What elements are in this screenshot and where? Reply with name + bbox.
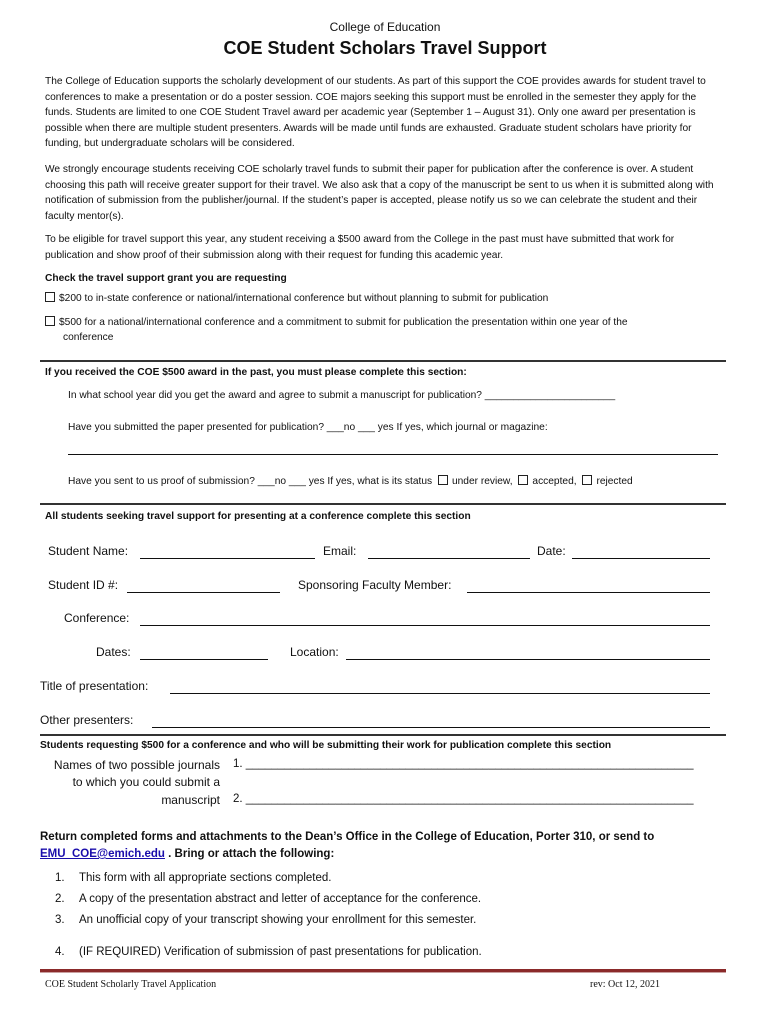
checkbox-icon[interactable] [45,316,55,326]
conference-field[interactable] [140,625,710,626]
checkbox-icon[interactable] [45,292,55,302]
section-divider [40,360,726,362]
student-id-field[interactable] [127,592,280,593]
footer-revision: rev: Oct 12, 2021 [590,979,660,990]
faculty-label: Sponsoring Faculty Member: [298,578,452,592]
footer-title: COE Student Scholarly Travel Application [45,979,217,990]
student-name-field[interactable] [140,558,315,559]
journal-answer-line[interactable] [68,454,718,455]
dates-label: Dates: [96,645,131,659]
other-presenters-field[interactable] [152,727,710,728]
intro-paragraph-1: The College of Education supports the scholarly development of our students. As part of this support the COE provides awards for student travel to conferences to make a presentation or do a poster session. COE majors seeking this support must be enrolled in the semester they apply for the funds. Students are limited to one COE Student Travel award per academic year (September 1 – August 31). Only one award per presentation is possible when there are multiple student presenters. Awards will be made until funds are exhausted. Graduate student scholars have priority for funding, but undergraduate scholars will be considered. [45,76,706,150]
proof-question-text: Have you sent to us proof of submission? ___no ___ yes If yes, what is its status [68,476,433,487]
student-name-label: Student Name: [48,544,129,558]
grant-option-500-label-cont: conference [63,332,114,343]
other-presenters-label: Other presenters: [40,713,134,727]
dean-email-link[interactable]: EMU_COE@emich.edu [40,848,165,860]
list-item: 4. (IF REQUIRED) Verification of submission of past presentations for publication. [55,946,482,958]
email-label: Email: [323,544,357,558]
status-accepted: accepted, [532,476,577,487]
journals-label-line1: Names of two possible journals [53,758,220,772]
presentation-title-field[interactable] [170,693,710,694]
faculty-field[interactable] [467,592,710,593]
journal-1-field[interactable]: 1. ______________________________________________________________________ [233,758,694,770]
return-text-cont: . Bring or attach the following: [168,848,335,860]
email-field[interactable] [368,558,530,559]
grant-heading: Check the travel support grant you are requesting [45,273,287,284]
return-instructions [40,829,730,863]
list-item: 1. This form with all appropriate sections completed. [55,872,332,884]
intro-paragraph-3: To be eligible for travel support this year, any student receiving a $500 award from the College in the past must have submitted that work for publication and show proof of their submission along with their request for funding this academic year. [45,234,675,261]
grant-option-200-label: $200 to in-state conference or national/international conference but without planning to submit for publication [59,293,549,304]
past-award-heading: If you received the COE $500 award in the past, you must please complete this section: [45,367,467,378]
past-award-submitted-question: Have you submitted the paper presented for publication? ___no ___ yes If yes, which journal or magazine: [68,422,548,433]
proof-of-submission-question [68,475,633,487]
date-field[interactable] [572,558,710,559]
list-item: 2. A copy of the presentation abstract and letter of acceptance for the conference. [55,893,482,905]
list-item: 3. An unofficial copy of your transcript showing your enrollment for this semester. [55,914,477,926]
grant-option-200[interactable] [45,292,548,304]
intro-paragraph-2: We strongly encourage students receiving COE scholarly travel funds to submit their paper for publication after the conference is over. A student choosing this path will receive greater support for their travel. We also ask that a copy of the manuscript be sent to us when it is submitted along with notification of submission from the publisher/journal. If the student’s paper is accepted, please notify us so we can celebrate the student and their faculty mentor(s). [45,164,714,222]
grant-option-500[interactable] [45,316,628,328]
checkbox-icon[interactable] [518,475,528,485]
presentation-title-label: Title of presentation: [40,679,149,693]
location-label: Location: [290,645,339,659]
dates-field[interactable] [140,659,268,660]
status-rejected: rejected [596,476,633,487]
return-text: Return completed forms and attachments to the Dean’s Office in the College of Education, Porter 310, or send to [40,831,655,843]
status-under-review: under review, [451,476,513,487]
location-field[interactable] [346,659,710,660]
journal-2-field[interactable]: 2. ______________________________________________________________________ [233,793,694,805]
section-divider [40,503,726,505]
journals-label-line3: manuscript [161,793,220,807]
checkbox-icon[interactable] [582,475,592,485]
section-divider [40,734,726,736]
conference-label: Conference: [64,611,130,625]
journals-heading: Students requesting $500 for a conference and who will be submitting their work for publication complete this section [40,740,612,751]
checkbox-icon[interactable] [438,475,448,485]
past-award-school-year-question: In what school year did you get the award and agree to submit a manuscript for publication? _______________________ [68,390,616,401]
all-students-heading: All students seeking travel support for presenting at a conference complete this section [45,511,471,522]
journals-label-line2: to which you could submit a [72,775,220,789]
date-label: Date: [537,544,566,558]
student-id-label: Student ID #: [48,578,119,592]
grant-option-500-label: $500 for a national/international conference and a commitment to submit for publication the presentation within one year of the [59,317,628,328]
footer-divider [40,969,726,973]
college-name: College of Education [329,20,441,34]
page-title: COE Student Scholars Travel Support [223,38,547,58]
